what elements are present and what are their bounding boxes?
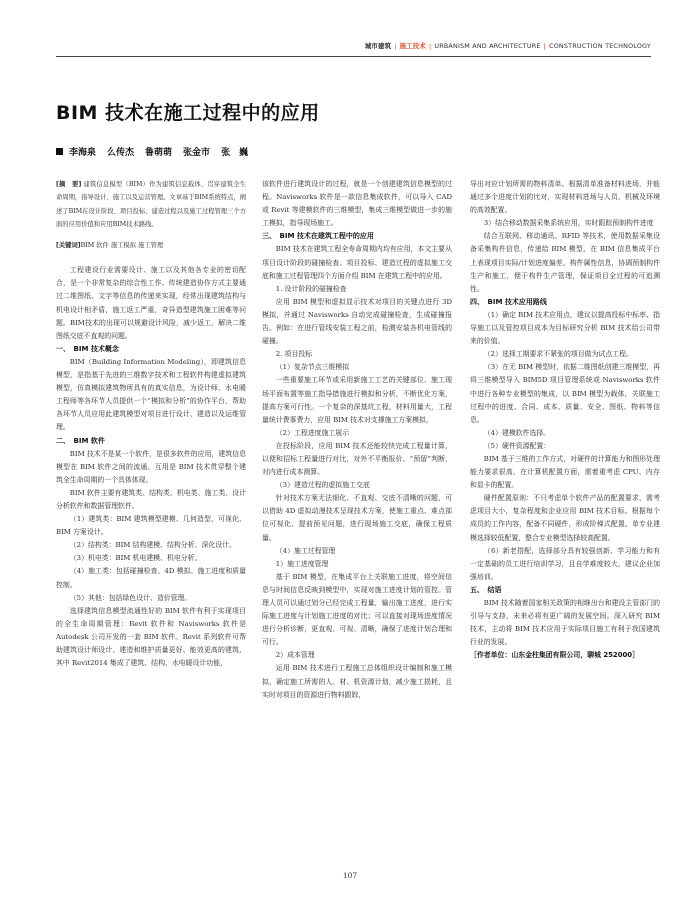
paragraph: BIM 技术在建筑工程全寿命周期内均有应用，本文主要从项目设计阶段的碰撞检查、项目投标、建造过程的虚拟施工交底和施工过程管理四个方面介绍 BIM 在建筑工程中的应用。 <box>262 245 452 280</box>
paragraph: （4）施工类：包括碰撞检查、4D 模拟、施工进度和质量控制。 <box>56 567 246 589</box>
running-header: 城市建筑 | 施工技术 | URBANISM AND ARCHITECTURE | CONSTRUCTION TECHNOLOGY <box>364 42 651 50</box>
header-rule <box>56 56 651 57</box>
section-heading: 二、 BIM 软件 <box>56 436 105 445</box>
paragraph: BIM（Building Information Modeling），即建筑信息模型，是指基于先进的三维数字技术和工程软件构建虚拟建筑模型，仿真模拟建筑物所具有的真实信息，为设计师、水电暖工程师等各环节人员提供一个“模拟和分析”的协作平台，帮助各环节人员应用此建筑模型对项目进行设计、建造以及运维管理。 <box>56 357 246 432</box>
paragraph: 应用 BIM 模型和虚拟显示技术对项目的关键点进行 3D 模拟，并通过 Navisworks 自动完成碰撞检查，生成碰撞报告。例如：在进行管线安装工程之前，检测安装各机电管线的碰撞。 <box>262 297 452 346</box>
page-number: 107 <box>342 871 358 880</box>
paragraph: （5）其他：包括绿色设计、造价管理。 <box>69 593 192 602</box>
paragraph: 一些重要施工环节或采用新施工工艺的关键部位、施工现场平面布置等施工指导措施进行模拟和分析，不断优化方案，提高方案可行性。一个复杂的深基坑工程，材料用量大，工程量统计费事费力，应用 BIM 技术对支撑施工方案模拟， <box>262 376 452 424</box>
paragraph: 1）施工进度管理 <box>275 559 329 568</box>
square-bullet-icon <box>56 148 63 155</box>
column-2 <box>262 178 452 702</box>
paragraph: （3）机电类：BIM 机电建模、机电分析。 <box>69 554 202 563</box>
paragraph: （1）建筑类：BIM 建筑模型建模、几何造型、可视化、BIM 方案设计。 <box>56 515 246 537</box>
paragraph: 导出对应计划所需的物料清单。根据清单准备材料进场，并能通过多个进度计划的比对，实现材料进场与人员、机械及环境的高效配置。 <box>470 180 660 215</box>
article-title: BIM 技术在施工过程中的应用 <box>56 102 320 124</box>
section-heading: 四、 BIM 技术应用路线 <box>470 297 547 306</box>
keywords-label: [关键词] <box>56 242 81 250</box>
english-section: CONSTRUCTION TECHNOLOGY <box>549 42 651 50</box>
paragraph: BIM 技术随着国家相关政策的相继出台和建设主管部门的引导与支持，未来必将有更广阔的发展空间。深入研究 BIM 技术，主动将 BIM 技术应用于实际项目施工有利于我国建筑行业的发展。 <box>470 599 660 647</box>
paragraph: 2）成本管理 <box>275 651 315 660</box>
paragraph: （2）工程进度施工展示 <box>275 428 350 437</box>
column-1-body <box>56 264 246 670</box>
paragraph: BIM 技术不是某一个软件，是很多软件的应用，建筑信息模型在 BIM 软件之间的流通、互用是 BIM 技术贯穿整个建筑全生命周期的一个具体体现。 <box>56 449 246 484</box>
paragraph: （1）复杂节点三维模拟 <box>275 363 350 372</box>
author: 鲁萌萌 <box>145 148 173 158</box>
paragraph: （1）确定 BIM 技术应用点，建议以提高投标中标率、指导施工以及管控项目成本为目标研究分析 BIM 技术给公司带来的价值。 <box>470 310 660 346</box>
keywords <box>56 239 246 252</box>
paragraph: 选择建筑信息模型流通性好的 BIM 软件有利于实现项目的全生命周期管理：Revit 软件和 Navisworks 软件是 Autodesk 公司开发的一套 BIM 软件。Revit 系列软件可帮助建筑设计师设计、建造和维护质量更好、能效更高的建筑，其中 Revit2014 集成了建筑、结构、水电暖设计功能， <box>56 606 246 668</box>
author: 张金市 <box>183 148 211 158</box>
english-journal: URBANISM AND ARCHITECTURE <box>434 42 541 50</box>
column-3 <box>470 178 660 662</box>
paragraph: 2. 项目投标 <box>275 350 313 359</box>
paragraph: 该软件进行建筑设计的过程，就是一个创建建筑信息模型的过程。Navisworks 软件是一款信息集成软件，可以导入 CAD 或 Revit 等建模软件的三维模型，集成三维模型做进一步的施工模拟，指导现场施工。 <box>262 180 452 228</box>
paragraph: （3）建造过程的虚拟施工交底 <box>275 481 370 490</box>
author: 李海泉 <box>69 148 97 158</box>
paragraph: 工程建设行业需要设计、施工以及其他各专业的密切配合，是一个非常复杂的综合性工作。传统建造协作方式主要通过二维图纸、文字等信息的传递来实现，经常出现建筑结构与机电设计相矛盾，施工返工严重，奇异造型建筑施工困难等问题。BIM技术的出现可以规避设计风险，减少返工，解决二维图纸交底不直观的问题。 <box>56 266 246 340</box>
author-affiliation: ［作者单位：山东金柱集团有限公司，聊城 252000］ <box>470 651 639 660</box>
section-heading: 三、 BIM 技术在建筑工程中的应用 <box>262 232 374 241</box>
abstract-text: 建筑信息模型（BIM）作为建筑信息载体、贯穿建筑全生命周期，指导设计、施工以及运营管理。文章基于BIM系统特点，阐述了BIM在设计阶段、项目投标、建造过程以及施工过程管理三个方面的应用价值和应用BIM技术路线。 <box>56 181 246 228</box>
paragraph: （6）新老搭配，选择部分具有较强创新、学习能力和有一定基础的员工进行培训学习，且自学难度较大，建议企业加强培训。 <box>470 546 660 581</box>
paragraph: （2）选择工期要求不紧张的项目做为试点工程。 <box>483 350 633 359</box>
column-1 <box>56 178 246 670</box>
paragraph: （3）在无 BIM 模型时，依据二维图纸创建三维模型，再将三维模型导入 BIM5D 项目管理系统或 Navisworks 软件中进行各种专业模型的集成，以 BIM 模型为载体，关联施工过程中的进度、合同、成本、质量、安全、图纸、物料等信息。 <box>470 363 660 424</box>
paragraph: （4）施工过程管理 <box>275 546 336 555</box>
section-heading: 一、 BIM 技术概念 <box>56 344 119 353</box>
section-heading: 五、 结语 <box>470 585 502 594</box>
paragraph: BIM 基于三维的工作方式，对硬件的计算能力和图形处理能力要求很高，在计算机配置方面，需着重考虑 CPU、内存和显卡的配置。 <box>470 454 660 490</box>
author-line <box>56 145 259 158</box>
paragraph: 1. 设计阶段的碰撞检查 <box>275 284 347 293</box>
abstract <box>56 178 246 231</box>
paragraph: （4）建模软件选择。 <box>483 428 551 437</box>
paragraph: 运用 BIM 技术进行工程施工总体组织设计编制和施工模拟，确定施工所需的人、材、机资源计划，减少施工损耗，且实时对项目的资源进行物料跟踪， <box>262 664 452 699</box>
paragraph: 针对技术方案无法细化、不直观、交底不清晰的问题，可以借助 4D 虚拟动漫技术呈现技术方案，使施工重点、难点部位可视化、提前预见问题，进行现场施工交底，确保工程质量。 <box>262 494 452 542</box>
paragraph: （2）结构类：BIM 结构建模、结构分析、深化设计。 <box>69 541 236 550</box>
journal-name: 城市建筑 <box>364 42 392 50</box>
section-name: 施工技术 <box>399 42 426 50</box>
paragraph: （5）硬件资源配置： <box>483 441 551 450</box>
keywords-text: BIM 软件 施工模拟 施工管理 <box>80 242 164 250</box>
paragraph: 3）结合移动数据采集系统应用，实时跟踪预制构件进度 <box>483 219 654 228</box>
paragraph: BIM 软件主要有建筑类、结构类、机电类、施工类、设计分析软件和数据管理软件。 <box>56 488 246 510</box>
paragraph: 结合互联网、移动通讯、RFID 等技术，使用数据采集设备采集构件信息，传递给 BIM 模型，在 BIM 信息集成平台上表现项目实际/计划进度偏差、构件属性信息，协调预制构件生产和施工，便于构件生产管理，保证项目全过程的可追溯性。 <box>470 232 660 293</box>
paragraph: 硬件配置原则：不只考虑单个软件产品的配置要求，需考虑项目大小，复杂程度和企业应用 BIM 技术目标。根据每个成员的工作内容，配备不同硬件，形成阶梯式配置。单专业建模选择较低配置，整合专业模型选择较高配置。 <box>470 494 660 542</box>
abstract-label: [摘 要] <box>56 181 82 188</box>
author: 张 巍 <box>221 148 249 158</box>
paragraph: 在投标阶段，应用 BIM 技术还能较快完成工程量计算，以便和招标工程量进行对比，对外不平衡报价、“预留”判断，对内进行成本测算。 <box>262 441 452 477</box>
author: 么传杰 <box>107 148 135 158</box>
paragraph: 基于 BIM 模型，在集成平台上关联施工进度，将空间信息与时间信息反映到模型中，实现对施工进度计划的管控。管理人员可以通过划分已经完成工程量，输出施工进度，进行实际施工进度与计划施工进度的对比；可以直接对现场进度情况进行分析诊断，更直观、可视、清晰，确保了进度计划合理和可行。 <box>262 572 452 647</box>
